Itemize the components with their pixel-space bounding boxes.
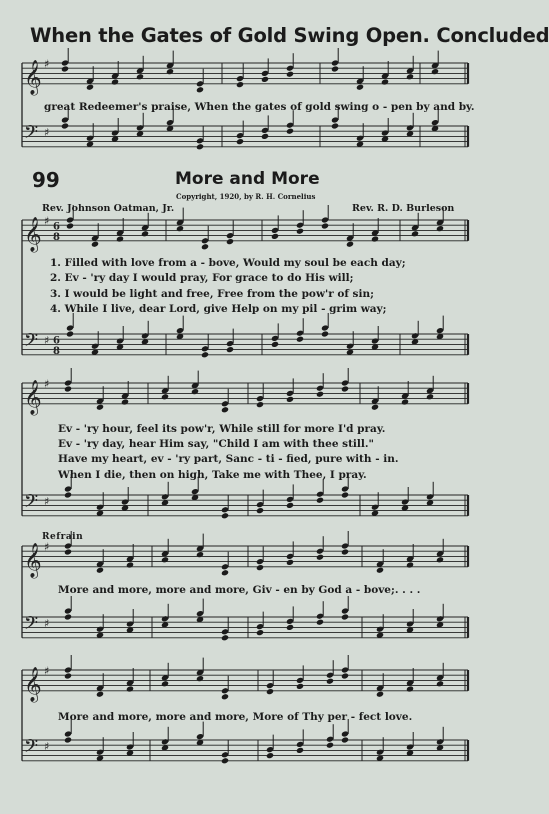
- note-head: [191, 388, 199, 395]
- note-head: [261, 76, 269, 83]
- note-head: [261, 133, 269, 140]
- note-head: [236, 138, 244, 145]
- bass-clef-icon: 𝄢: [24, 330, 39, 356]
- sharp-icon: ♯: [44, 540, 50, 554]
- sharp-icon: ♯: [44, 739, 50, 753]
- note-head: [316, 554, 324, 561]
- time-signature-top: 6: [53, 221, 60, 233]
- note-head: [346, 241, 354, 248]
- note-head: [406, 73, 414, 80]
- continued-hymn-title: When the Gates of Gold Swing Open. Concluded: [30, 24, 549, 47]
- note-head: [266, 688, 274, 695]
- note-head: [66, 330, 74, 337]
- hymn-number: 99: [32, 168, 60, 192]
- note-head: [271, 341, 279, 348]
- note-head: [296, 747, 304, 754]
- note-head: [256, 564, 264, 571]
- sharp-icon: ♯: [44, 214, 50, 228]
- note-head: [321, 330, 329, 337]
- note-head: [196, 143, 204, 150]
- verse-4-line-1: 4. While I live, dear Lord, give Help on my pil - grim way;: [50, 303, 387, 315]
- note-head: [161, 680, 169, 687]
- refrain-line-1: More and more, more and more, Giv - en by God a - bove;. . . .: [58, 584, 421, 596]
- lyricist: Rev. Johnson Oatman, Jr.: [42, 203, 175, 214]
- note-head: [296, 336, 304, 343]
- note-head: [64, 613, 72, 620]
- treble-clef-icon: 𝄞: [24, 379, 42, 415]
- bass-clef-icon: 𝄢: [24, 736, 39, 762]
- time-signature-top: 6: [53, 335, 60, 347]
- note-head: [296, 683, 304, 690]
- note-head: [221, 569, 229, 576]
- refrain-label: Refrain: [42, 532, 84, 542]
- note-head: [381, 78, 389, 85]
- note-head: [341, 385, 349, 392]
- note-head: [436, 680, 444, 687]
- note-head: [96, 404, 104, 411]
- note-head: [326, 678, 334, 685]
- note-head: [286, 396, 294, 403]
- verse-3-line-1: 3. I would be light and free, Free from the pow'r of sin;: [50, 288, 374, 300]
- note-head: [196, 86, 204, 93]
- note-head: [426, 393, 434, 400]
- note-head: [141, 230, 149, 237]
- note-head: [201, 351, 209, 358]
- note-head: [86, 84, 94, 91]
- note-head: [266, 752, 274, 759]
- note-head: [371, 235, 379, 242]
- note-head: [376, 691, 384, 698]
- treble-clef-icon: 𝄞: [24, 666, 42, 702]
- note-head: [126, 685, 134, 692]
- copyright-notice: Copyright, 1920, by R. H. Cornelius: [176, 192, 316, 201]
- note-head: [61, 122, 69, 129]
- note-head: [66, 222, 74, 229]
- note-head: [64, 548, 72, 555]
- note-head: [406, 685, 414, 692]
- note-head: [221, 512, 229, 519]
- note-head: [226, 346, 234, 353]
- note-head: [326, 742, 334, 749]
- composer: Rev. R. D. Burleson: [352, 203, 455, 214]
- sharp-icon: ♯: [44, 333, 50, 347]
- note-head: [161, 556, 169, 563]
- note-head: [256, 629, 264, 636]
- note-head: [376, 567, 384, 574]
- verse-1-line-2: Ev - 'ry hour, feel its pow'r, While still for more I'd pray.: [58, 423, 386, 435]
- refrain-line-2: More and more, more and more, More of Thy per - fect love.: [58, 711, 413, 723]
- note-head: [126, 561, 134, 568]
- note-head: [341, 613, 349, 620]
- note-head: [406, 561, 414, 568]
- bass-clef-icon: 𝄢: [24, 122, 39, 148]
- verse-2-line-2: Ev - 'ry day, hear Him say, "Child I am with thee still.": [58, 438, 375, 450]
- note-head: [64, 672, 72, 679]
- note-head: [436, 556, 444, 563]
- note-head: [256, 401, 264, 408]
- note-head: [166, 68, 174, 75]
- note-head: [121, 398, 129, 405]
- note-head: [356, 84, 364, 91]
- note-head: [116, 235, 124, 242]
- sharp-icon: ♯: [44, 57, 50, 71]
- note-head: [431, 68, 439, 75]
- treble-clef-icon: 𝄞: [24, 59, 42, 95]
- sharp-icon: ♯: [44, 664, 50, 678]
- note-head: [96, 567, 104, 574]
- note-head: [226, 238, 234, 245]
- hymn-title: More and More: [175, 169, 320, 189]
- note-head: [96, 691, 104, 698]
- note-head: [64, 736, 72, 743]
- note-head: [286, 128, 294, 135]
- verse-3-line-2: Have my heart, ev - 'ry part, Sanc - ti - fied, pure with - in.: [58, 453, 399, 465]
- note-head: [286, 624, 294, 631]
- note-head: [371, 404, 379, 411]
- note-head: [236, 81, 244, 88]
- note-head: [196, 551, 204, 558]
- note-head: [221, 693, 229, 700]
- note-head: [331, 65, 339, 72]
- sharp-icon: ♯: [44, 125, 50, 139]
- note-head: [176, 225, 184, 232]
- time-signature-bottom: 8: [53, 345, 60, 357]
- note-head: [436, 225, 444, 232]
- note-head: [321, 222, 329, 229]
- time-signature-bottom: 8: [53, 231, 60, 243]
- treble-clef-icon: 𝄞: [24, 216, 42, 252]
- note-head: [136, 73, 144, 80]
- note-head: [256, 507, 264, 514]
- note-head: [221, 634, 229, 641]
- note-head: [401, 398, 409, 405]
- note-head: [91, 241, 99, 248]
- note-head: [286, 559, 294, 566]
- note-head: [111, 78, 119, 85]
- note-head: [221, 757, 229, 764]
- verse-2-line-1: 2. Ev - 'ry day I would pray, For grace to do His will;: [50, 272, 354, 284]
- continued-lyric-line: great Redeemer's praise, When the gates of gold swing o - pen by and by.: [44, 101, 475, 113]
- verse-1-line-1: 1. Filled with love from a - bove, Would my soul be each day;: [50, 257, 406, 269]
- verse-4-line-2: When I die, then on high, Take me with Thee, I pray.: [58, 469, 367, 481]
- note-head: [196, 675, 204, 682]
- note-head: [331, 122, 339, 129]
- note-head: [64, 385, 72, 392]
- note-head: [286, 502, 294, 509]
- note-head: [296, 228, 304, 235]
- note-head: [316, 619, 324, 626]
- note-head: [286, 71, 294, 78]
- note-head: [316, 391, 324, 398]
- bass-clef-icon: 𝄢: [24, 613, 39, 639]
- sharp-icon: ♯: [44, 377, 50, 391]
- note-head: [316, 497, 324, 504]
- note-head: [221, 406, 229, 413]
- note-head: [411, 230, 419, 237]
- bass-clef-icon: 𝄢: [24, 491, 39, 517]
- note-head: [341, 736, 349, 743]
- note-head: [341, 491, 349, 498]
- note-head: [61, 65, 69, 72]
- note-head: [161, 393, 169, 400]
- sharp-icon: ♯: [44, 616, 50, 630]
- note-head: [201, 243, 209, 250]
- note-head: [271, 233, 279, 240]
- sharp-icon: ♯: [44, 494, 50, 508]
- note-head: [341, 672, 349, 679]
- note-head: [341, 548, 349, 555]
- note-head: [64, 491, 72, 498]
- treble-clef-icon: 𝄞: [24, 542, 42, 578]
